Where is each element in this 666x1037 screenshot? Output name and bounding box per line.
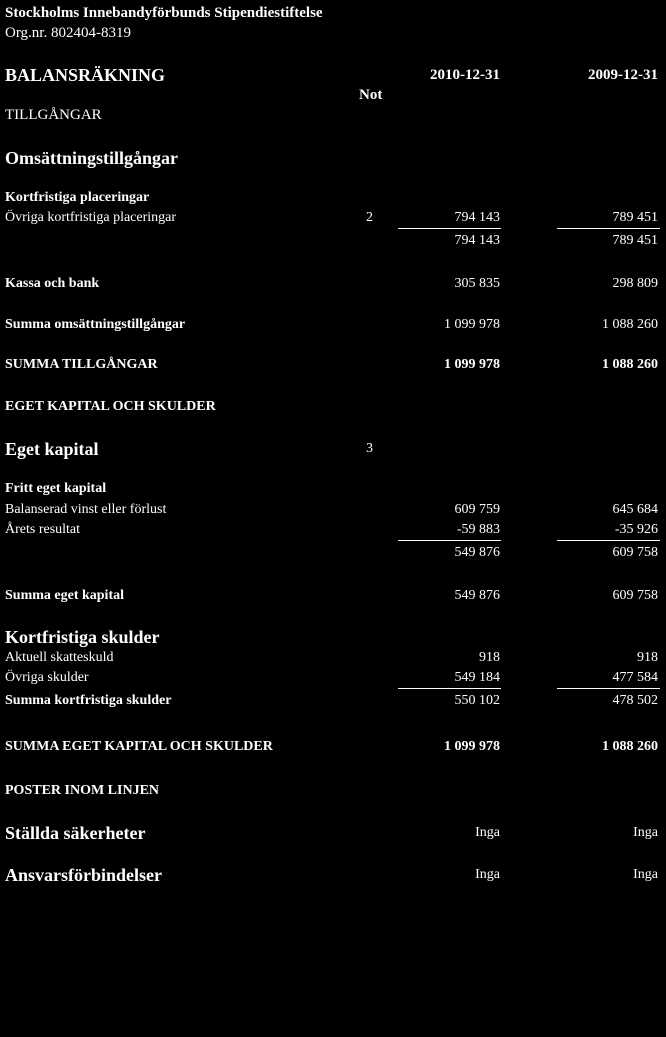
- equity-divider-2009: [557, 540, 660, 541]
- year-result-2010: -59 883: [456, 522, 500, 537]
- liabilities-divider-2009: [557, 688, 660, 689]
- equity-liabilities-heading: EGET KAPITAL OCH SKULDER: [5, 399, 216, 414]
- sum-current-assets-label: Summa omsättningstillgångar: [5, 317, 186, 332]
- sum-assets-label: SUMMA TILLGÅNGAR: [5, 357, 158, 372]
- other-liabilities-2010: 549 184: [454, 670, 500, 685]
- sum-assets-2009: 1 088 260: [602, 357, 658, 372]
- sum-short-liabilities-label: Summa kortfristiga skulder: [5, 693, 172, 708]
- tax-liability-2009: 918: [637, 650, 658, 665]
- free-equity-heading: Fritt eget kapital: [5, 481, 107, 496]
- pledged-assets-label: Ställda säkerheter: [5, 823, 146, 843]
- column-header-note: Not: [359, 87, 383, 103]
- column-header-2009: 2009-12-31: [588, 67, 658, 83]
- sum-short-liabilities-2009: 478 502: [612, 693, 658, 708]
- sum-current-assets-2010: 1 099 978: [444, 317, 500, 332]
- tax-liability-label: Aktuell skatteskuld: [5, 650, 114, 665]
- equity-subtotal-2010: 549 876: [454, 545, 500, 560]
- equity-subtotal-2009: 609 758: [612, 545, 658, 560]
- year-result-label: Årets resultat: [5, 522, 81, 537]
- sum-current-assets-2009: 1 088 260: [602, 317, 658, 332]
- sum-equity-liabilities-2010: 1 099 978: [444, 739, 500, 754]
- current-assets-heading: Omsättningstillgångar: [5, 148, 179, 168]
- investments-subtotal-2009: 789 451: [612, 233, 658, 248]
- equity-heading: Eget kapital: [5, 439, 99, 459]
- short-term-investments-heading: Kortfristiga placeringar: [5, 190, 150, 205]
- year-result-2009: -35 926: [614, 522, 658, 537]
- column-header-2010: 2010-12-31: [430, 67, 500, 83]
- sum-equity-liabilities-2009: 1 088 260: [602, 739, 658, 754]
- other-investments-2009: 789 451: [612, 210, 658, 225]
- other-liabilities-label: Övriga skulder: [5, 670, 89, 685]
- subtotal-divider-2009: [557, 228, 660, 229]
- other-investments-note: 2: [366, 210, 373, 225]
- organization-number: Org.nr. 802404-8319: [5, 25, 131, 41]
- tax-liability-2010: 918: [479, 650, 500, 665]
- sum-equity-liabilities-label: SUMMA EGET KAPITAL OCH SKULDER: [5, 739, 273, 754]
- cash-2010: 305 835: [454, 276, 500, 291]
- retained-earnings-2009: 645 684: [612, 502, 658, 517]
- liabilities-divider-2010: [398, 688, 501, 689]
- subtotal-divider-2010: [398, 228, 501, 229]
- cash-label: Kassa och bank: [5, 276, 100, 291]
- cash-2009: 298 809: [612, 276, 658, 291]
- sum-equity-label: Summa eget kapital: [5, 588, 124, 603]
- pledged-assets-2009: Inga: [633, 825, 658, 840]
- contingent-liabilities-2010: Inga: [475, 867, 500, 882]
- other-investments-label: Övriga kortfristiga placeringar: [5, 210, 177, 225]
- contingent-liabilities-2009: Inga: [633, 867, 658, 882]
- other-liabilities-2009: 477 584: [612, 670, 658, 685]
- retained-earnings-2010: 609 759: [454, 502, 500, 517]
- retained-earnings-label: Balanserad vinst eller förlust: [5, 502, 167, 517]
- balance-sheet-title: BALANSRÄKNING: [5, 65, 166, 85]
- sum-equity-2009: 609 758: [612, 588, 658, 603]
- sum-short-liabilities-2010: 550 102: [454, 693, 500, 708]
- equity-note: 3: [366, 441, 373, 456]
- organization-name: Stockholms Innebandyförbunds Stipendiestiftelse: [5, 5, 323, 21]
- sum-assets-2010: 1 099 978: [444, 357, 500, 372]
- other-investments-2010: 794 143: [454, 210, 500, 225]
- sum-equity-2010: 549 876: [454, 588, 500, 603]
- investments-subtotal-2010: 794 143: [454, 233, 500, 248]
- contingent-liabilities-label: Ansvarsförbindelser: [5, 865, 162, 885]
- assets-heading: TILLGÅNGAR: [5, 107, 102, 123]
- short-liabilities-heading: Kortfristiga skulder: [5, 627, 160, 647]
- pledged-assets-2010: Inga: [475, 825, 500, 840]
- off-balance-heading: POSTER INOM LINJEN: [5, 783, 160, 798]
- equity-divider-2010: [398, 540, 501, 541]
